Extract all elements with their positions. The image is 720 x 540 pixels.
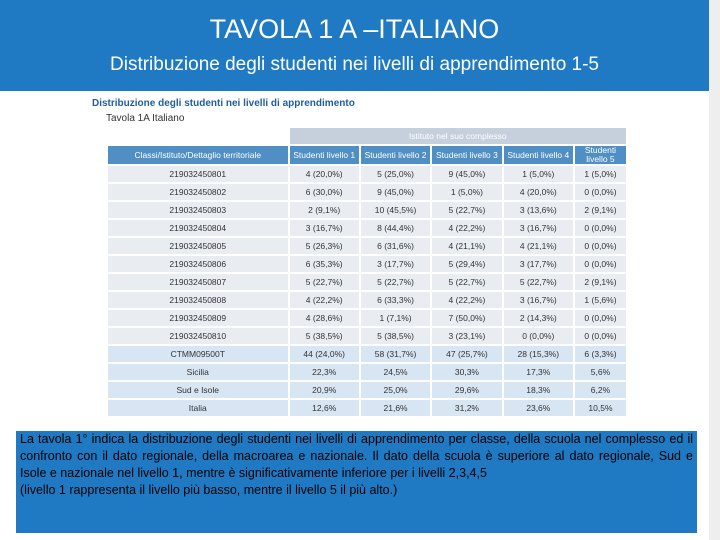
row-label: 219032450802 bbox=[108, 184, 288, 200]
table-row bbox=[108, 238, 626, 254]
table-cell: 1 (7,1%) bbox=[361, 310, 430, 326]
table-cell: 25,0% bbox=[361, 382, 430, 398]
table-cell: 6 (35,3%) bbox=[290, 256, 359, 272]
table-cell: 6 (3,3%) bbox=[575, 346, 626, 362]
table-cell: 4 (28,6%) bbox=[290, 310, 359, 326]
table-corner bbox=[108, 128, 288, 144]
table-cell: 1 (5,0%) bbox=[432, 184, 501, 200]
table-row bbox=[108, 346, 626, 362]
table-cell: 4 (22,2%) bbox=[432, 292, 501, 308]
table-cell: 1 (5,0%) bbox=[575, 166, 626, 182]
table-cell: 2 (9,1%) bbox=[290, 202, 359, 218]
table-cell: 21,6% bbox=[361, 400, 430, 416]
table-cell: 28 (15,3%) bbox=[504, 346, 573, 362]
table-cell: 4 (22,2%) bbox=[432, 220, 501, 236]
table-cell: 47 (25,7%) bbox=[432, 346, 501, 362]
slide-header bbox=[0, 0, 709, 91]
row-label: Sud e Isole bbox=[108, 382, 288, 398]
table-row bbox=[108, 292, 626, 308]
row-label: 219032450807 bbox=[108, 274, 288, 290]
table-cell: 6 (31,6%) bbox=[361, 238, 430, 254]
table-cell: 1 (5,6%) bbox=[575, 292, 626, 308]
table-cell: 0 (0,0%) bbox=[575, 256, 626, 272]
group-header: Istituto nel suo complesso bbox=[290, 128, 626, 144]
table-cell: 5,6% bbox=[575, 364, 626, 380]
row-label: 219032450810 bbox=[108, 328, 288, 344]
table-cell: 9 (45,0%) bbox=[361, 184, 430, 200]
table-row bbox=[108, 382, 626, 398]
table-row bbox=[108, 166, 626, 182]
table-cell: 4 (21,1%) bbox=[504, 238, 573, 254]
row-label: 219032450806 bbox=[108, 256, 288, 272]
table-cell: 17,3% bbox=[504, 364, 573, 380]
row-label: Sicilia bbox=[108, 364, 288, 380]
table-cell: 5 (22,7%) bbox=[432, 202, 501, 218]
table-cell: 0 (0,0%) bbox=[575, 220, 626, 236]
row-label: 219032450804 bbox=[108, 220, 288, 236]
first-column-header: Classi/Istituto/Dettaglio territoriale bbox=[108, 146, 288, 164]
column-header: Studenti livello 5 bbox=[575, 146, 626, 164]
table-cell: 2 (9,1%) bbox=[575, 274, 626, 290]
row-label: Italia bbox=[108, 400, 288, 416]
table-cell: 3 (16,7%) bbox=[504, 292, 573, 308]
table-cell: 5 (26,3%) bbox=[290, 238, 359, 254]
description-box bbox=[16, 431, 697, 533]
table-cell: 44 (24,0%) bbox=[290, 346, 359, 362]
table-row bbox=[108, 328, 626, 344]
table-cell: 6,2% bbox=[575, 382, 626, 398]
table-cell: 5 (22,7%) bbox=[361, 274, 430, 290]
row-label: 219032450803 bbox=[108, 202, 288, 218]
row-label: 219032450805 bbox=[108, 238, 288, 254]
table-cell: 58 (31,7%) bbox=[361, 346, 430, 362]
table-cell: 0 (0,0%) bbox=[575, 328, 626, 344]
table-cell: 22,3% bbox=[290, 364, 359, 380]
table-row bbox=[108, 274, 626, 290]
table-row bbox=[108, 310, 626, 326]
table-cell: 3 (23,1%) bbox=[432, 328, 501, 344]
results-table bbox=[106, 126, 628, 418]
table-cell: 10 (45,5%) bbox=[361, 202, 430, 218]
slide-title: TAVOLA 1 A –ITALIANO bbox=[209, 14, 500, 44]
table-cell: 31,2% bbox=[432, 400, 501, 416]
column-header: Studenti livello 2 bbox=[361, 146, 430, 164]
table-cell: 4 (20,0%) bbox=[504, 184, 573, 200]
table-cell: 2 (9,1%) bbox=[575, 202, 626, 218]
table-cell: 6 (33,3%) bbox=[361, 292, 430, 308]
table-cell: 4 (22,2%) bbox=[290, 292, 359, 308]
table-row bbox=[108, 202, 626, 218]
table-cell: 18,3% bbox=[504, 382, 573, 398]
slide-subtitle: Distribuzione degli studenti nei livelli di apprendimento 1-5 bbox=[110, 54, 599, 75]
table-cell: 5 (25,0%) bbox=[361, 166, 430, 182]
description-note: (livello 1 rappresenta il livello più basso, mentre il livello 5 il più alto.) bbox=[20, 483, 398, 497]
table-cell: 3 (16,7%) bbox=[504, 220, 573, 236]
column-header: Studenti livello 4 bbox=[504, 146, 573, 164]
table-cell: 0 (0,0%) bbox=[575, 238, 626, 254]
table-row bbox=[108, 256, 626, 272]
table-cell: 8 (44,4%) bbox=[361, 220, 430, 236]
table-cell: 1 (5,0%) bbox=[504, 166, 573, 182]
description-paragraph: La tavola 1° indica la distribuzione degli studenti nei livelli di apprendimento per classe, della scuola nel complesso ed il confronto con il dato regionale, della macroarea e nazionale. Il dato della scuola è superiore al dato regionale, Sud e Isole e nazionale nel livello 1, mentre è significativamente inferiore per i livelli 2,3,4,5 bbox=[20, 432, 693, 480]
table-cell: 5 (22,7%) bbox=[504, 274, 573, 290]
table-cell: 29,6% bbox=[432, 382, 501, 398]
table-cell: 5 (22,7%) bbox=[290, 274, 359, 290]
table-cell: 30,3% bbox=[432, 364, 501, 380]
table-cell: 3 (13,6%) bbox=[504, 202, 573, 218]
table-row bbox=[108, 400, 626, 416]
table-cell: 4 (20,0%) bbox=[290, 166, 359, 182]
table-cell: 0 (0,0%) bbox=[575, 184, 626, 200]
table-cell: 5 (29,4%) bbox=[432, 256, 501, 272]
report-title: Distribuzione degli studenti nei livelli di apprendimento bbox=[92, 98, 355, 109]
row-label: CTMM09500T bbox=[108, 346, 288, 362]
table-row bbox=[108, 220, 626, 236]
table-cell: 6 (30,0%) bbox=[290, 184, 359, 200]
table-row bbox=[108, 364, 626, 380]
table-cell: 0 (0,0%) bbox=[504, 328, 573, 344]
report-subtitle: Tavola 1A Italiano bbox=[106, 113, 185, 124]
table-cell: 4 (21,1%) bbox=[432, 238, 501, 254]
table-cell: 5 (22,7%) bbox=[432, 274, 501, 290]
column-header: Studenti livello 1 bbox=[290, 146, 359, 164]
table-cell: 3 (17,7%) bbox=[504, 256, 573, 272]
table-row bbox=[108, 184, 626, 200]
table-cell: 23,6% bbox=[504, 400, 573, 416]
right-edge-strip bbox=[709, 0, 720, 540]
row-label: 219032450809 bbox=[108, 310, 288, 326]
table-cell: 12,6% bbox=[290, 400, 359, 416]
table-cell: 3 (16,7%) bbox=[290, 220, 359, 236]
column-header: Studenti livello 3 bbox=[432, 146, 501, 164]
table-cell: 24,5% bbox=[361, 364, 430, 380]
table-cell: 10,5% bbox=[575, 400, 626, 416]
table-cell: 2 (14,3%) bbox=[504, 310, 573, 326]
table-cell: 20,9% bbox=[290, 382, 359, 398]
row-label: 219032450808 bbox=[108, 292, 288, 308]
table-cell: 3 (17,7%) bbox=[361, 256, 430, 272]
row-label: 219032450801 bbox=[108, 166, 288, 182]
table-cell: 5 (38,5%) bbox=[361, 328, 430, 344]
table-cell: 9 (45,0%) bbox=[432, 166, 501, 182]
table-cell: 5 (38,5%) bbox=[290, 328, 359, 344]
table-cell: 0 (0,0%) bbox=[575, 310, 626, 326]
table-cell: 7 (50,0%) bbox=[432, 310, 501, 326]
